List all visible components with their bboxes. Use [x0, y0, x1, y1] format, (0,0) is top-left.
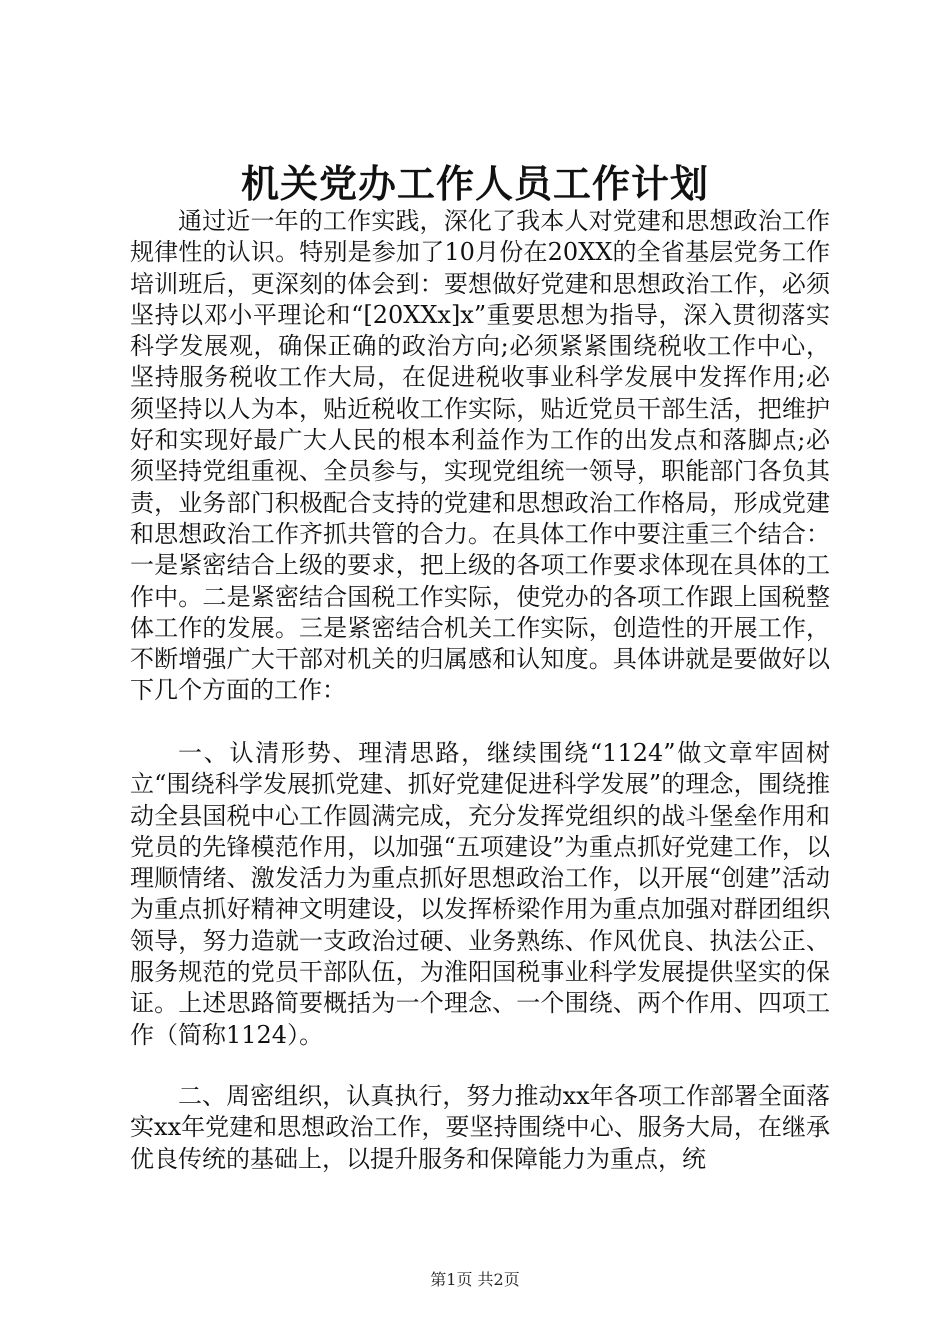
- paragraph-section-two: [130, 1081, 830, 1175]
- document-title: 机关党办工作人员工作计划: [240, 161, 709, 206]
- page-footer: [0, 1270, 950, 1290]
- paragraph-text: 一、认清形势、理清思路，继续围绕“1124”做文章牢固树立“围绕科学发展抓党建、抓好党建促进科学发展”的理念，围绕推动全县国税中心工作圆满完成，充分发挥党组织的战斗堡垒作用和党员的先锋模范作用，以加强“五项建设”为重点抓好党建工作，以理顺情绪、激发活力为重点抓好思想政治工作，以开展“创建”活动为重点抓好精神文明建设，以发挥桥梁作用为重点加强对群团组织领导，努力造就一支政治过硬、业务熟练、作风优良、执法公正、服务规范的党员干部队伍，为淮阳国税事业科学发展提供坚实的保证。上述思路简要概括为一个理念、一个围绕、两个作用、四项工作（简称1124）。: [130, 739, 830, 1049]
- paragraph-text: 通过近一年的工作实践，深化了我本人对党建和思想政治工作规律性的认识。特别是参加了10月份在20XX的全省基层党务工作培训班后，更深刻的体会到：要想做好党建和思想政治工作，必须坚持以邓小平理论和“[20XXx]x”重要思想为指导，深入贯彻落实科学发展观，确保正确的政治方向;必须紧紧围绕税收工作中心，坚持服务税收工作大局，在促进税收事业科学发展中发挥作用;必须坚持以人为本，贴近税收工作实际，贴近党员干部生活，把维护好和实现好最广大人民的根本利益作为工作的出发点和落脚点;必须坚持党组重视、全员参与，实现党组统一领导，职能部门各负其责，业务部门积极配合支持的党建和思想政治工作格局，形成党建和思想政治工作齐抓共管的合力。在具体工作中要注重三个结合：一是紧密结合上级的要求，把上级的各项工作要求体现在具体的工作中。二是紧密结合国税工作实际，使党办的各项工作跟上国税整体工作的发展。三是紧密结合机关工作实际，创造性的开展工作，不断增强广大干部对机关的归属感和认知度。具体讲就是要做好以下几个方面的工作：: [130, 207, 830, 705]
- paragraph-intro: [130, 206, 830, 707]
- paragraph-text: 二、周密组织，认真执行，努力推动xx年各项工作部署全面落实xx年党建和思想政治工作，要坚持围绕中心、服务大局，在继承优良传统的基础上，以提升服务和保障能力为重点，统: [130, 1082, 830, 1173]
- page-number-label: 第1页 共2页: [430, 1270, 520, 1289]
- paragraph-section-one: [130, 738, 830, 1051]
